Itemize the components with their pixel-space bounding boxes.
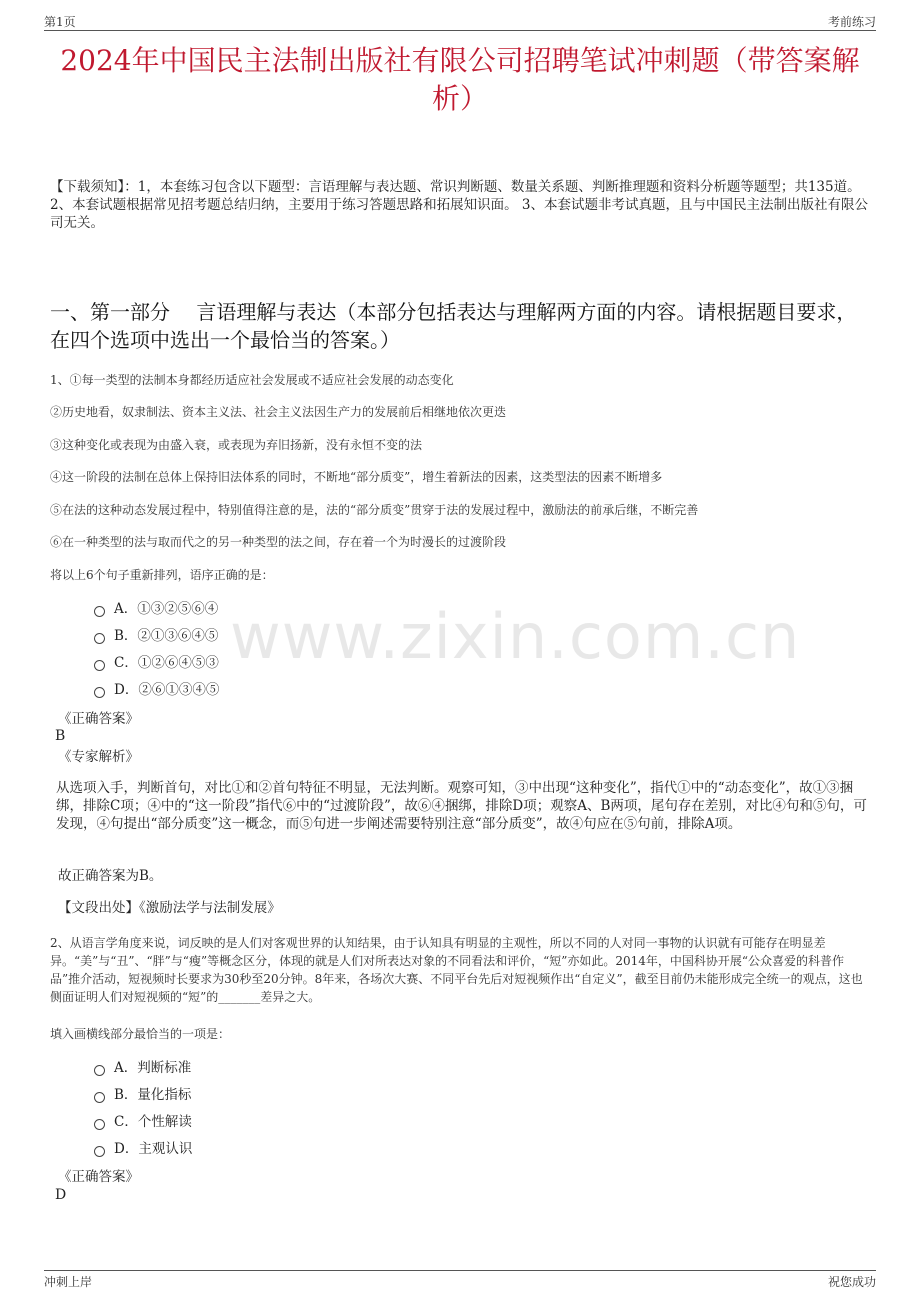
- q1-answer: B: [55, 728, 66, 744]
- radio-icon[interactable]: [94, 1065, 105, 1076]
- q1-analysis: 从选项入手，判断首句，对比①和②首句特征不明显，无法判断。观察可知，③中出现“这种变化”，指代①中的“动态变化”，故①③捆绑，排除C项；④中的“这一阶段”指代⑥中的“过渡阶段”，故⑥④捆绑，排除D项；观察A、B两项，尾句存在差别，对比④句和⑤句，可发现，④句提出“部分质变”这一概念，而⑤句进一步阐述需要特别注意“部分质变”，故④句应在⑤句前，排除A项。: [56, 780, 867, 832]
- q2-answer: D: [55, 1187, 67, 1203]
- header-tag: 考前练习: [827, 15, 876, 29]
- radio-icon[interactable]: [94, 633, 105, 644]
- footer-right-text: 祝您成功: [827, 1275, 876, 1289]
- q1-option-a[interactable]: A．①③②⑤⑥④: [94, 600, 218, 618]
- q1-source: 【文段出处】《激励法学与法制发展》: [58, 900, 281, 916]
- question-1-sentence-5: ⑤在法的这种动态发展过程中，特别值得注意的是，法的“部分质变”贯穿于法的发展过程中，激励法的前承后继，不断完善: [50, 503, 699, 517]
- watermark: www.zixin.com.cn: [230, 600, 801, 673]
- q1-option-b[interactable]: B．②①③⑥④⑤: [94, 627, 218, 645]
- question-1-sentence-6: ⑥在一种类型的法与取而代之的另一种类型的法之间，存在着一个为时漫长的过渡阶段: [50, 535, 507, 549]
- question-2-prompt: 填入画横线部分最恰当的一项是：: [50, 1027, 231, 1041]
- question-1-sentence-2: ②历史地看，奴隶制法、资本主义法、社会主义法因生产力的发展前后相继地依次更迭: [50, 405, 507, 419]
- page-number: 第1页: [44, 15, 76, 29]
- q1-option-d[interactable]: D．②⑥①③④⑤: [94, 681, 219, 699]
- question-1-sentence-1: 1、①每一类型的法制本身都经历适应社会发展或不适应社会发展的动态变化: [50, 373, 454, 387]
- q2-option-a[interactable]: A．判断标准: [94, 1059, 191, 1077]
- download-notice: 【下载须知】：1，本套练习包含以下题型：言语理解与表达题、常识判断题、数量关系题、判断推理题和资料分析题等题型；共135道。 2、本套试题根据常见招考题总结归纳，主要用于练习答题思路和拓展知识面。 3、本套试题非考试真题，且与中国民主法制出版社有限公司无关。: [50, 179, 868, 231]
- question-1-prompt: 将以上6个句子重新排列，语序正确的是：: [50, 568, 274, 582]
- radio-icon[interactable]: [94, 1119, 105, 1130]
- footer-left-text: 冲刺上岸: [44, 1275, 93, 1289]
- page-footer: [44, 1270, 876, 1289]
- q1-option-c[interactable]: C．①②⑥④⑤③: [94, 654, 219, 672]
- radio-icon[interactable]: [94, 660, 105, 671]
- page-header: [44, 0, 876, 31]
- q1-answer-label: 《正确答案》: [58, 711, 139, 727]
- radio-icon[interactable]: [94, 1146, 105, 1157]
- q1-conclusion: 故正确答案为B。: [58, 868, 163, 884]
- q2-option-b[interactable]: B．量化指标: [94, 1086, 191, 1104]
- question-1-sentence-3: ③这种变化或表现为由盛入衰，或表现为弃旧扬新，没有永恒不变的法: [50, 438, 423, 452]
- question-1-sentence-4: ④这一阶段的法制在总体上保持旧法体系的同时，不断地“部分质变”，增生着新法的因素，这类型法的因素不断增多: [50, 470, 663, 484]
- radio-icon[interactable]: [94, 687, 105, 698]
- question-2-text: 2、从语言学角度来说，词反映的是人们对客观世界的认知结果，由于认知具有明显的主观性，所以不同的人对同一事物的认识就有可能存在明显差异。“美”与“丑”、“胖”与“瘦”等概念区分，体现的就是人们对所表达对象的不同看法和评价，“短”亦如此。2014年，中国科协开展“公众喜爱的科普作品”推介活动，短视频时长要求为30秒至20分钟。8年来，各场次大赛、不同平台先后对短视频作出“自定义”，截至目前仍未能形成完全统一的观点，这也侧面证明人们对短视频的“短”的_______差异之大。: [50, 936, 863, 1004]
- q2-option-d[interactable]: D．主观认识: [94, 1140, 192, 1158]
- q2-option-c[interactable]: C．个性解读: [94, 1113, 192, 1131]
- radio-icon[interactable]: [94, 606, 105, 617]
- radio-icon[interactable]: [94, 1092, 105, 1103]
- q1-analysis-label: 《专家解析》: [58, 749, 139, 765]
- q2-answer-label: 《正确答案》: [58, 1169, 139, 1185]
- document-title: 2024年中国民主法制出版社有限公司招聘笔试冲刺题（带答案解析）: [60, 44, 860, 115]
- section-heading: 一、第一部分 言语理解与表达（本部分包括表达与理解两方面的内容。请根据题目要求，在四个选项中选出一个最恰当的答案。）: [50, 300, 857, 352]
